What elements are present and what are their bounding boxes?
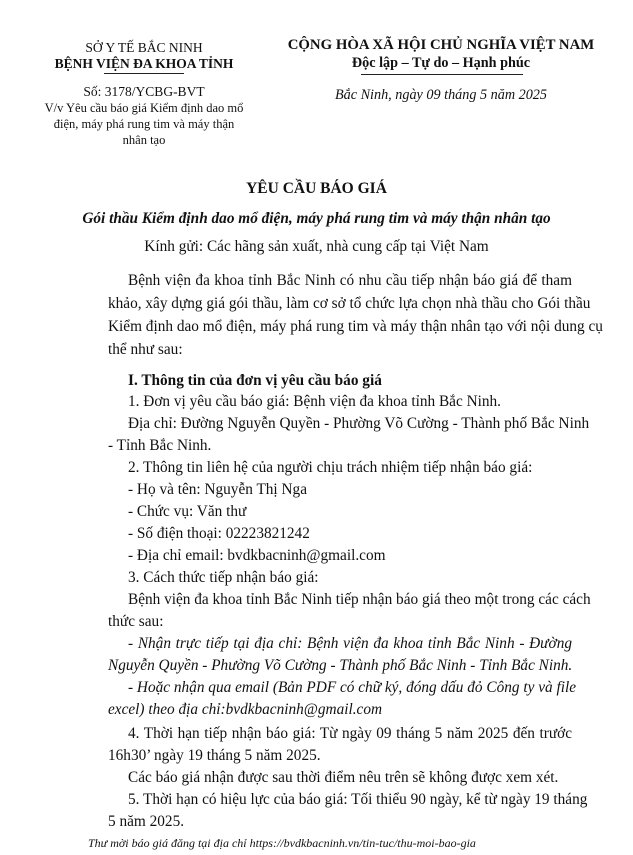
method-direct-line-1: - Nhận trực tiếp tại địa chỉ: Bệnh viện đa khoa tỉnh Bắc Ninh - Đường xyxy=(128,635,572,652)
country-name: CỘNG HÒA XÃ HỘI CHỦ NGHĨA VIỆT NAM xyxy=(287,37,595,53)
subject-line-3: nhân tạo xyxy=(122,133,166,147)
document-title: YÊU CẦU BÁO GIÁ xyxy=(246,180,387,197)
address-line-2: - Tỉnh Bắc Ninh. xyxy=(108,437,212,454)
subject-line-1: V/v Yêu cầu báo giá Kiểm định dao mổ xyxy=(44,101,244,115)
section1-item1: 1. Đơn vị yêu cầu báo giá: Bệnh viện đa khoa tỉnh Bắc Ninh. xyxy=(128,393,502,410)
section1-item4-line-2: 16h30’ ngày 19 tháng 5 năm 2025. xyxy=(108,747,321,764)
section1-item5-line-1: 5. Thời hạn có hiệu lực của báo giá: Tối thiểu 90 ngày, kể từ ngày 19 tháng xyxy=(128,791,588,808)
late-submission-note: Các báo giá nhận được sau thời điểm nêu trên sẽ không được xem xét. xyxy=(128,769,559,786)
contact-name: - Họ và tên: Nguyễn Thị Nga xyxy=(128,481,307,498)
methods-intro-line-1: Bệnh viện đa khoa tỉnh Bắc Ninh tiếp nhận báo giá theo một trong các cách xyxy=(128,591,591,608)
intro-line-1: Bệnh viện đa khoa tỉnh Bắc Ninh có nhu cầu tiếp nhận báo giá để tham xyxy=(128,272,572,289)
intro-line-3: Kiểm định dao mổ điện, máy phá rung tim và máy thận nhân tạo với nội dung cụ xyxy=(108,318,603,335)
method-direct-line-2: Nguyễn Quyền - Phường Võ Cường - Thành phố Bắc Ninh - Tỉnh Bắc Ninh. xyxy=(108,657,573,674)
contact-phone: - Số điện thoại: 02223821242 xyxy=(128,525,310,542)
motto-underline xyxy=(361,74,523,75)
address-line-1: Địa chỉ: Đường Nguyễn Quyền - Phường Võ Cường - Thành phố Bắc Ninh xyxy=(128,415,590,432)
section1-item2: 2. Thông tin liên hệ của người chịu trách nhiệm tiếp nhận báo giá: xyxy=(128,459,533,476)
section1-item5-line-2: 5 năm 2025. xyxy=(108,813,185,830)
recipient-line: Kính gửi: Các hãng sản xuất, nhà cung cấp tại Việt Nam xyxy=(144,238,489,255)
intro-line-4: thể như sau: xyxy=(108,341,183,358)
contact-email: - Địa chỉ email: bvdkbacninh@gmail.com xyxy=(128,547,386,564)
intro-line-2: khảo, xây dựng giá gói thầu, làm cơ sở tổ chức lựa chọn nhà thầu cho Gói thầu xyxy=(108,295,591,312)
method-email-line-2: excel) theo địa chỉ:bvdkbacninh@gmail.com xyxy=(108,701,383,718)
document-subtitle: Gói thầu Kiểm định dao mổ điện, máy phá rung tim và máy thận nhân tạo xyxy=(82,210,551,227)
section1-item3: 3. Cách thức tiếp nhận báo giá: xyxy=(128,569,319,586)
section1-item4-line-1: 4. Thời hạn tiếp nhận báo giá: Từ ngày 09 tháng 5 năm 2025 đến trước xyxy=(128,725,572,742)
hospital-underline xyxy=(104,73,184,74)
methods-intro-line-2: thức sau: xyxy=(108,613,164,630)
footer-note: Thư mời báo giá đăng tại địa chỉ https://bvdkbacninh.vn/tin-tuc/thu-moi-bao-gia xyxy=(88,836,476,850)
contact-position: - Chức vụ: Văn thư xyxy=(128,503,247,520)
document-number: Số: 3178/YCBG-BVT xyxy=(83,84,205,99)
method-email-line-1: - Hoặc nhận qua email (Bản PDF có chữ ký, đóng dấu đỏ Công ty và file xyxy=(128,679,577,696)
national-motto: Độc lập – Tự do – Hạnh phúc xyxy=(351,55,531,71)
place-date: Bắc Ninh, ngày 09 tháng 5 năm 2025 xyxy=(334,87,547,103)
section1-heading: I. Thông tin của đơn vị yêu cầu báo giá xyxy=(128,372,382,389)
department-name: SỞ Y TẾ BẮC NINH xyxy=(85,40,203,55)
subject-line-2: điện, máy phá rung tim và máy thận xyxy=(53,117,235,131)
hospital-name: BỆNH VIỆN ĐA KHOA TỈNH xyxy=(54,56,234,71)
